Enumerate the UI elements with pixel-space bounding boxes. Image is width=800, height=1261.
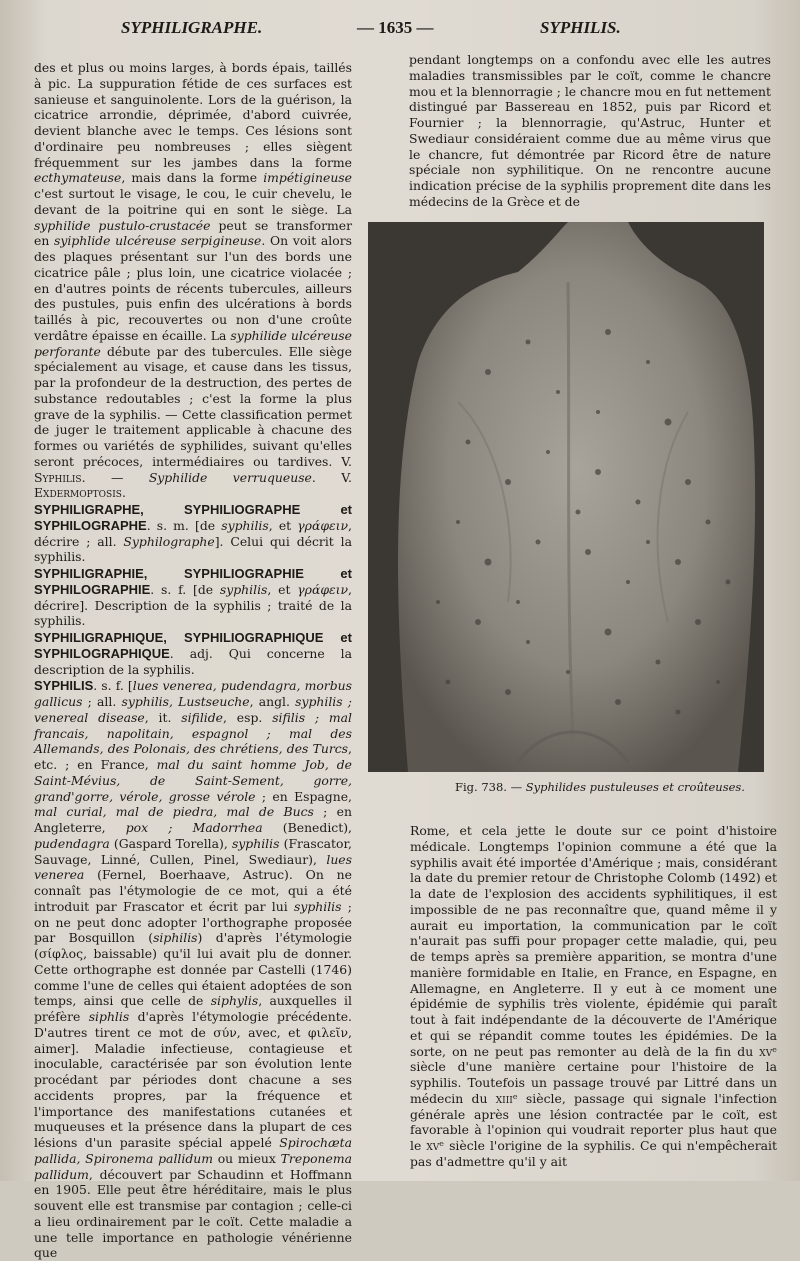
headword: SYPHILIGRAPHE, SYPHILIOGRAPHE et SYPHILOGRAPHE <box>34 502 352 533</box>
entry-syphiligraphique: SYPHILIGRAPHIQUE, SYPHILIOGRAPHIQUE et SYPHILOGRAPHIQUE. adj. Qui concerne la description de la syphilis. <box>34 630 352 677</box>
figure-caption <box>455 780 755 794</box>
back-photograph-image <box>368 222 764 772</box>
page-number: — 1635 — <box>357 18 434 37</box>
figure-number: Fig. 738. — <box>455 780 526 794</box>
entry-syphilis: SYPHILIS. s. f. [lues venerea, pudendagra, morbus gallicus ; all. syphilis, Lustseuche, angl. syphilis ; venereal disease, it. sifilide, esp. sifilis ; mal francais, napolitain, espagnol ; mal des Allemands, des Polonais, des chrétiens, des Turcs, etc. ; en France, mal du saint homme Job, de Saint-Mévius, de Saint-Sement, gorre, grand'gorre, vérole, grosse vérole ; en Espagne, mal curial, mal de piedra, mal de Bucs ; en Angleterre, pox ; Madorrhea (Benedict), pudendagra (Gaspard Torella), syphilis (Frascator, Sauvage, Linné, Cullen, Pinel, Swediaur), lues venerea (Fernel, Boerhaave, Astruc). On ne connaît pas l'étymologie de ce mot, qui a été introduit par Frascator et écrit par lui syphilis ; on ne peut donc adopter l'orthographe proposée par Bosquillon (siphilis) d'après l'étymologie (σίφλος, baissable) qu'il lui avait plu de donner. Cette orthographe est donnée par Castelli (1746) comme l'une de celles qui étaient adoptées de son temps, ainsi que celle de siphylis, auxquelles il préfère siphlis d'après l'étymologie précédente. D'autres tirent ce mot de σύν, avec, et φιλεῖν, aimer]. Maladie infectieuse, contagieuse et inoculable, caractérisée par son évolution lente procédant par périodes dont chacune a ses accidents propres, par la fréquence et l'importance des manifestations cutanées et muqueuses et la présence dans la plupart de ces lésions d'un parasite spécial appelé Spirochæta pallida, Spironema pallidum ou mieux Treponema pallidum, découvert par Schaudinn et Hoffmann en 1905. Elle peut être héréditaire, mais le plus souvent elle est transmise par contagion ; celle-ci a lieu ordinairement par le coït. Cette maladie a une telle importance en pathologie vénérienne que <box>34 678 353 1261</box>
right-column-bottom <box>410 823 778 1169</box>
entry-continuation: des et plus ou moins larges, à bords épais, taillés à pic. La suppuration fétide de ces surfaces est sanieuse et sanguinolente. Lors de la guérison, la cicatrice arrondie, déprimée, d'abord cuivrée, devient blanche avec le temps. Ces lésions sont d'ordinaire peu nombreuses ; elles siègent fréquemment sur les jambes dans la forme ecthymateuse, mais dans la forme impétigineuse c'est surtout le visage, le cou, le cuir chevelu, le devant de la poitrine qui en sont le siège. La syphilide pustulo-crustacée peut se transformer en syiphlide ulcéreuse serpigineuse. On voit alors des plaques présentant sur l'un des bords une cicatrice pâle ; plus loin, une cicatrice violacée ; en d'autres points de récents tubercules, ailleurs des pustules, puis enfin des ulcérations à bords taillés à pic, recouvertes ou non d'une croûte verdâtre épaisse en écaille. La syphilide ulcéreuse perforante débute par des tubercules. Elle siège spécialement au visage, et cause dans les tissus, par la profondeur de la destruction, des pertes de substance redoutables ; c'est la forme la plus grave de la syphilis. — Cette classification permet de juger le traitement applicable à chacune des formes ou variétés de syphilides, suivant qu'elles seront précoces, intermédiaires ou tardives. V. Syphilis. — Syphilide verruqueuse. V. Exdermoptosis. <box>34 60 352 501</box>
header-right-word: SYPHILIS. <box>540 18 621 37</box>
right-column-top <box>409 52 771 212</box>
running-header <box>0 18 800 44</box>
paragraph-history: pendant longtemps on a confondu avec elle les autres maladies transmissibles par le coït, comme le chancre mou et la blennorragie ; le chancre mou en fut nettement distingué par Bassereau en 1852, puis par Ricord et Fournier ; la blennorragie, qu'Astruc, Hunter et Swediaur considéraient comme due au même virus que le chancre, fut démontrée par Ricord être de nature spéciale non syphilitique. On ne rencontre aucune indication précise de la syphilis proprement dite dans les médecins de la Grèce et de <box>409 52 771 209</box>
entry-syphiligraphie: SYPHILIGRAPHIE, SYPHILIOGRAPHIE et SYPHILOGRAPHIE. s. f. [de syphilis, et γράφειν, décrire]. Description de la syphilis ; traité de la syphilis. <box>34 566 352 629</box>
figure-photograph <box>368 222 764 772</box>
headword: SYPHILIGRAPHIE, SYPHILIOGRAPHIE et SYPHILOGRAPHIE <box>34 566 352 597</box>
headword: SYPHILIGRAPHIQUE, SYPHILIOGRAPHIQUE et SYPHILOGRAPHIQUE <box>34 630 352 661</box>
paragraph-origin: Rome, et cela jette le doute sur ce point d'histoire médicale. Longtemps l'opinion commune a été que la syphilis avait été importée d'Amérique ; mais, considérant la date du premier retour de Christophe Colomb (1492) et la date de l'explosion des accidents syphilitiques, il est impossible de ne pas reconnaître que, quand même il y aurait eu importation, la communication par le coït n'aurait pas suffi pour propager cette maladie, qui, peu de temps après sa première apparition, se montra d'une manière formidable en Italie, en France, en Espagne, en Allemagne, en Angleterre. Il y eut à ce moment une épidémie de syphilis très violente, épidémie qui paraît tout à fait indépendante de la découverte de l'Amérique et qui se répandit comme toutes les épidémies. De la sorte, on ne peut pas remonter au delà de la fin du xvᵉ siècle d'une manière certaine pour l'histoire de la syphilis. Toutefois un passage trouvé par Littré dans un médecin du xiiiᵉ siècle, passage qui signale l'infection générale après une lésion contractée par le coït, est favorable à l'opinion qui voudrait reporter plus haut que le xvᵉ siècle l'origine de la syphilis. Ce qui n'empêcherait pas d'admettre qu'il y ait <box>410 823 778 1169</box>
figure-caption-text: Syphilides pustuleuses et croûteuses. <box>525 780 745 794</box>
headword: SYPHILIS <box>34 678 94 694</box>
header-left-word: SYPHILIGRAPHE. <box>121 18 263 37</box>
entry-syphiligraphe: SYPHILIGRAPHE, SYPHILIOGRAPHE et SYPHILOGRAPHE. s. m. [de syphilis, et γράφειν, décrire ; all. Syphilographe]. Celui qui décrit la syphilis. <box>34 502 353 565</box>
left-column <box>34 60 353 1261</box>
